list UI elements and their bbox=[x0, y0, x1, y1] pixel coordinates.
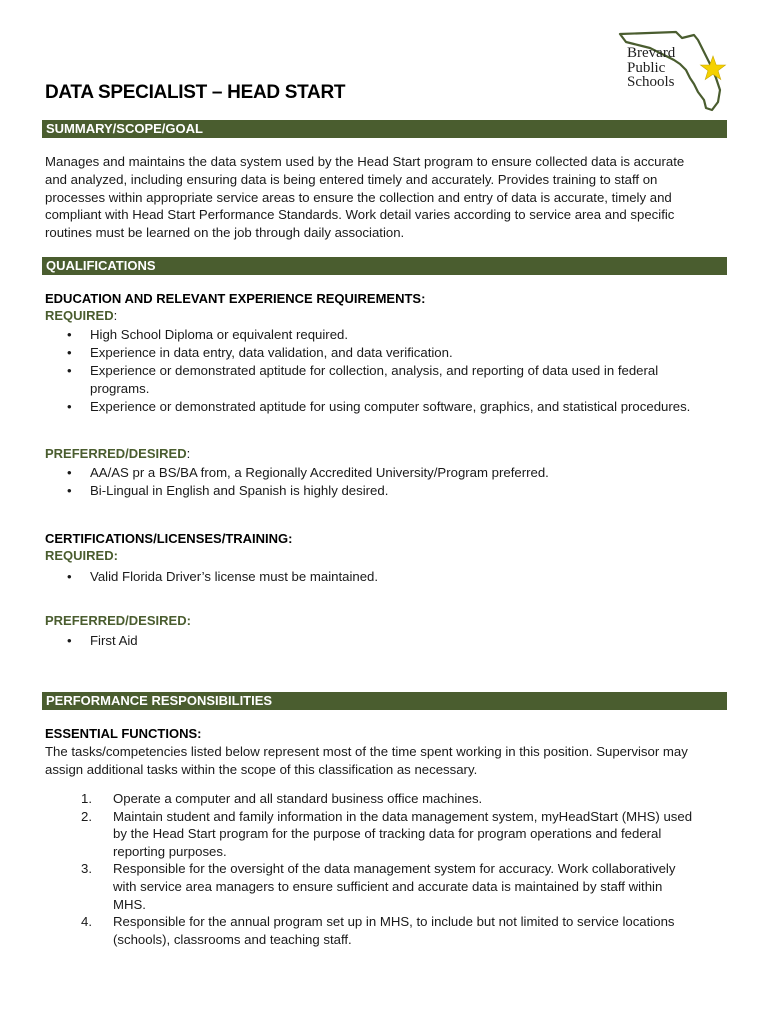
intro-line: assign additional tasks within the scope of this classification as necessary. bbox=[45, 761, 478, 777]
list-item: • Experience or demonstrated aptitude for collection, analysis, and reporting of data used in federal programs. bbox=[67, 363, 659, 396]
summary-paragraph bbox=[45, 153, 725, 242]
preferred-label-text: PREFERRED/DESIRED bbox=[45, 446, 187, 461]
logo-line-3: Schools bbox=[627, 74, 675, 90]
list-item: • High School Diploma or equivalent required. bbox=[67, 327, 349, 342]
list-item: • Valid Florida Driver’s license must be maintained. bbox=[67, 569, 379, 584]
education-heading: EDUCATION AND RELEVANT EXPERIENCE REQUIREMENTS: bbox=[45, 291, 426, 306]
certifications-heading: CERTIFICATIONS/LICENSES/TRAINING: bbox=[45, 531, 293, 546]
summary-line: Manages and maintains the data system used by the Head Start program to ensure collected data is accurate bbox=[45, 154, 685, 169]
list-item: • AA/AS pr a BS/BA from, a Regionally Accredited University/Program preferred. bbox=[67, 465, 549, 480]
required-label-text: REQUIRED bbox=[45, 308, 114, 323]
cert-preferred-label: PREFERRED/DESIRED: bbox=[45, 613, 191, 628]
required-list bbox=[45, 326, 735, 416]
list-item: • Experience in data entry, data validation, and data verification. bbox=[67, 345, 453, 360]
required-label: REQUIRED: bbox=[45, 308, 118, 323]
logo-wordmark bbox=[627, 46, 675, 90]
summary-line: and analyzed, including ensuring data is being entered timely and accurately. Provides training to staff on bbox=[45, 171, 658, 187]
page-title: DATA SPECIALIST – HEAD START bbox=[45, 82, 346, 103]
essential-functions-list bbox=[45, 790, 725, 948]
logo-line-1: Brevard bbox=[627, 45, 676, 61]
cert-required-label: REQUIRED: bbox=[45, 548, 118, 563]
cert-required-list bbox=[45, 568, 735, 586]
logo-line-2: Public bbox=[627, 59, 666, 76]
brevard-public-schools-logo bbox=[614, 26, 730, 112]
preferred-list bbox=[45, 464, 735, 500]
summary-section-header: SUMMARY/SCOPE/GOAL bbox=[42, 120, 727, 138]
list-item: 1. Operate a computer and all standard business office machines. bbox=[81, 791, 483, 806]
list-item: 2. Maintain student and family information in the data management system, myHeadStart (MHS) used by the Head Start program for the purpose of tracking data for program operations and federal reporting purposes. bbox=[81, 808, 693, 859]
list-item: • First Aid bbox=[67, 633, 138, 648]
qualifications-section-header: QUALIFICATIONS bbox=[42, 257, 727, 275]
list-item: • Experience or demonstrated aptitude for using computer software, graphics, and statistical procedures. bbox=[67, 399, 691, 414]
summary-line: processes within appropriate service areas to ensure the collection and entry of data is accurate, timely and bbox=[45, 189, 672, 205]
cert-preferred-list bbox=[45, 632, 735, 650]
list-item: • Bi-Lingual in English and Spanish is highly desired. bbox=[67, 483, 389, 498]
essential-intro bbox=[45, 743, 725, 779]
intro-line: The tasks/competencies listed below represent most of the time spent working in this position. Supervisor may bbox=[45, 744, 688, 759]
summary-line: routines must be learned on the job through daily association. bbox=[45, 225, 405, 241]
list-item: 4. Responsible for the annual program set up in MHS, to include but not limited to service locations (schools), classrooms and teaching staff. bbox=[81, 914, 675, 947]
performance-section-header: PERFORMANCE RESPONSIBILITIES bbox=[42, 692, 727, 710]
essential-functions-heading: ESSENTIAL FUNCTIONS: bbox=[45, 726, 202, 741]
preferred-label: PREFERRED/DESIRED: bbox=[45, 446, 191, 461]
star-icon bbox=[701, 56, 726, 80]
list-item: 3. Responsible for the oversight of the data management system for accuracy. Work collaboratively with service area managers to ensure sufficient and accurate data is maintained by staff within MHS. bbox=[81, 861, 676, 912]
summary-line: compliant with Head Start Performance Standards. Work detail varies according to service area and specific bbox=[45, 207, 675, 223]
